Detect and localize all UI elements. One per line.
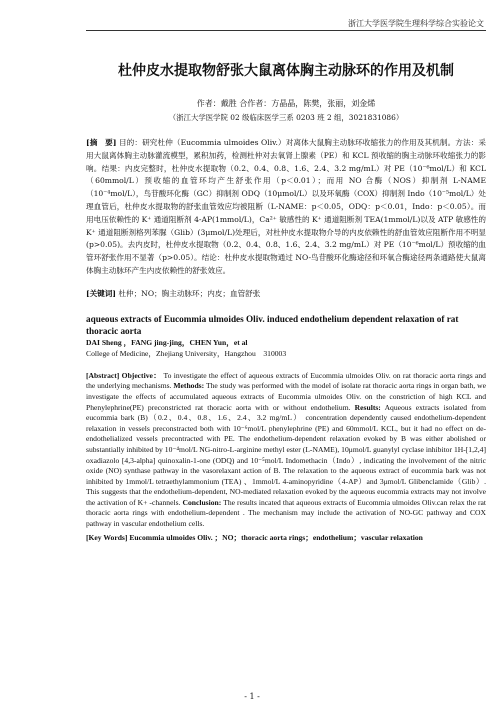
methods-text: The study was performed with the model of isolate rat thoracic aorta rings in organ bath, we investigate the effects of accumulated aqueous extracts of Eucommia ulmoides Oliv. on the constriction of high KCL and Phenylephrine(PE) preconstricted rat thoracic aorta with or without endothelium. [86, 381, 486, 412]
chinese-title: 杜仲皮水提取物舒张大鼠离体胸主动脉环的作用及机制 [118, 63, 454, 79]
english-keywords-text: Eucommia ulmoides Oliv. ；NO；thoracic aorta rings；endothelium；vascular relaxation [129, 532, 423, 542]
chinese-abstract-text: 目的：研究杜仲（Eucommia ulmoides Oliv.）对离体大鼠胸主动脉环收缩张力的作用及其机制。方法：采用大鼠离体胸主动脉灌流模型，累积加药，检测杜仲对去氧肾上腺素（PE）和 KCL 预收缩的胸主动脉环收缩张力的影响。结果：内皮完整时，杜仲皮水提取物（0.2、0.4、0.8、1.6、2.4、3.2 mg/mL）对 PE（10⁻⁶mol/L）和 KCL（60mmol/L）预收缩的血管环均产生舒张作用（p＜0.01）；而用 NO 合酶（NOS）抑制剂 L-NAME（10⁻⁴mol/L），鸟苷酸环化酶（GC）抑制剂 ODQ（10μmol/L）以及环氧酶（COX）抑制剂 Indo（10⁻⁵mol/L）处理血管后，杜仲皮水提取物的舒张血管效应均被阻断（L-NAME：p＜0.05，ODQ：p＜0.01，Indo：p＜0.05）。而用电压依赖性的 K⁺ 通道阻断剂 4-AP(1mmol/L)，Ca²⁺ 敏感性的 K⁺ 通道阻断剂 TEA(1mmol/L)以及 ATP 敏感性的 K⁺ 通道阻断剂格列苯脲（Glib）(3μmol/L)处理后，对杜仲皮水提取物介导的内皮依赖性的舒血管效应阻断作用不明显(p>0.05)。去内皮时，杜仲皮水提取物（0.2、0.4、0.8、1.6、2.4、3.2 mg/mL）对 PE（10⁻⁶mol/L）预收缩的血管环舒张作用不显著（p>0.05）。结论：杜仲皮水提取物通过 NO-鸟苷酸环化酶途径和环氧合酶途径两条通路使大鼠离体胸主动脉环产生内皮依赖性的舒张效应。 [86, 138, 486, 275]
running-header: 浙江大学医学院生理科学综合实验论文 [348, 19, 484, 28]
chinese-keywords-text: 杜仲；NO；胸主动脉环；内皮；血管舒张 [118, 288, 261, 298]
english-title: aqueous extracts of Eucommia ulmoides Oliv. induced endothelium dependent relaxation of rat thoracic aorta [86, 313, 459, 336]
paper-content [86, 60, 486, 543]
results-text: Aqueous extracts isolated from eucommia bark (B)（0.2、0.4、0.8、1.6、2.4、3.2 mg/mL） concentration dependently caused endothelium-dependent relaxation in vessels preconstracted both with 10⁻⁶mol/L phenylephrine (PE) and 60mmol/L KCL, but it had no effect on de-endothelialized vessels precontracted with PE. The endothelium-dependent relaxation evoked by B was either abolished or substantially inhibited by 10⁻⁴mol/L NG-nitro-L-arginine methyl ester (L-NAME), 10μmol/L guanylyl cyclase inhibitor 1H-[1,2,4] oxadiazolo [4,3-alpha] quinoxalin-1-one (ODQ) and 10⁻⁵mol/L Indomethacin（Indo）, indicating the involvement of the nitric oxide (NO) synthase pathway in the vasorelaxant action of B. The relaxation to the aqueous extract of eucommia bark was not inhibited by 1mmol/L tetraethylammonium (TEA) 、1mmol/L 4-aminopyridine（4-AP）and 3μmol/L Glibenclamide（Glib）. This suggests that the endothelium-dependent, NO-mediated relaxation evoked by the aqueous eucommia extracts may not involve the activation of K+ -channels. [86, 402, 486, 507]
english-keywords [86, 532, 486, 543]
chinese-authors: 作者：戴胜 合作者：方晶晶，陈樊，张丽，刘金烯 [196, 99, 376, 108]
methods-label: Methods: [173, 381, 205, 391]
page-number: - 1 - [244, 692, 260, 701]
chinese-affiliation: （浙江大学医学院 02 级临床医学三系 0203 班 2 组，3021831086） [168, 113, 404, 122]
english-authors: DAI Sheng ，FANG jing-jing，CHEN Yun，et al [86, 337, 248, 347]
chinese-abstract-label: [摘 要] [86, 138, 117, 147]
english-keywords-label: [Key Words] [86, 532, 128, 542]
english-affiliation: College of Medicine，Zhejiang University，Hangzhou 310003 [86, 348, 287, 358]
chinese-keywords [86, 288, 486, 299]
english-abstract [86, 371, 486, 530]
objective-text: To investigate the effect of aqueous extracts of Eucommia ulmoides Oliv. on rat thoracic aorta rings and the underlying mechanisms. [86, 370, 486, 391]
english-abstract-label: [Abstract] [86, 370, 120, 380]
conclusion-text: The results incated that aqueous extracts of Eucommia ulmoides Oliv.can relax the rat thoracic aorta rings with endothelium-dependent . The mechanism may include the activation of NO-GC pathway and COX pathway in vascular endothelium cells. [86, 497, 486, 529]
objective-label: Objective： [121, 370, 162, 380]
chinese-abstract [86, 137, 486, 278]
results-label: Results: [354, 402, 381, 412]
header-divider [86, 30, 486, 31]
chinese-keywords-label: [关键词] [86, 288, 116, 298]
conclusion-label: Conclusion: [182, 497, 222, 507]
